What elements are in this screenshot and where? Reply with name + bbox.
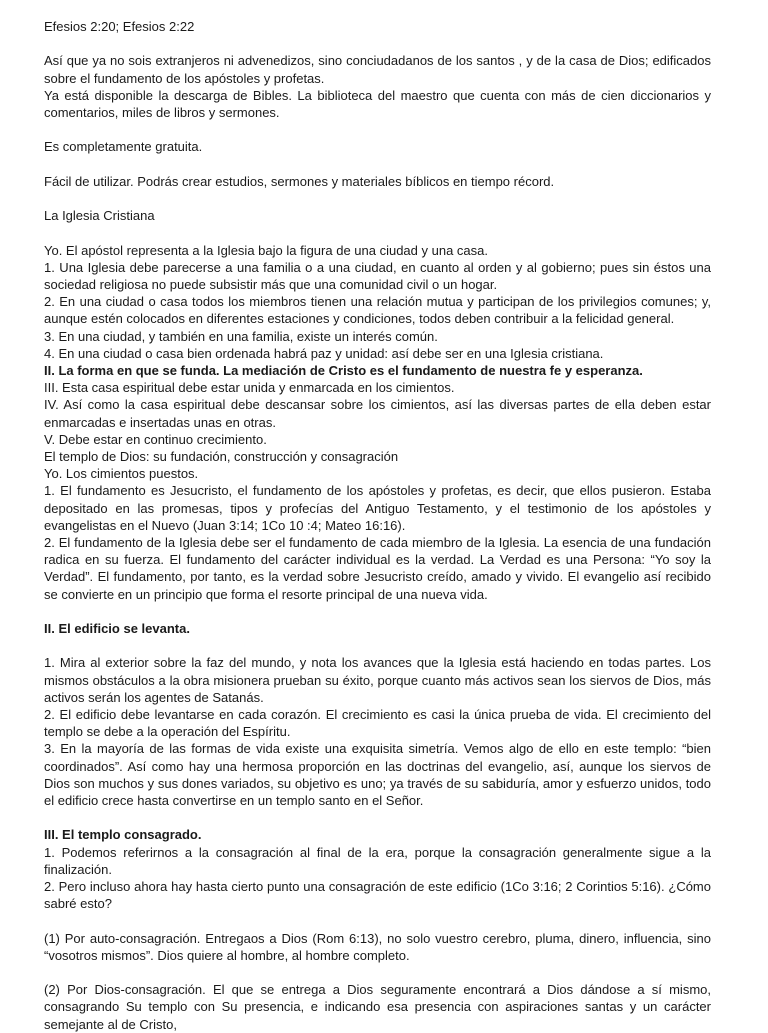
paragraph: Así que ya no sois extranjeros ni advenedizos, sino conciudadanos de los santos , y de la casa de Dios; edificados sobre el fundamento de los apóstoles y profetas. (44, 53, 711, 86)
paragraph: 3. En una ciudad, y también en una familia, existe un interés común. (44, 328, 438, 344)
paragraph: Ya está disponible la descarga de Bibles. La biblioteca del maestro que cuenta con más de cien diccionarios y comentarios, miles de libros y sermones. (44, 87, 711, 120)
blank-line (44, 637, 711, 654)
paragraph: V. Debe estar en continuo crecimiento. (44, 431, 267, 447)
paragraph: Efesios 2:20; Efesios 2:22 (44, 19, 195, 34)
paragraph: 2. El edificio debe levantarse en cada corazón. El crecimiento es casi la única prueba de vida. El crecimiento del templo se debe a la operación del Espíritu. (44, 707, 711, 740)
blank-line (44, 121, 711, 138)
paragraph: El templo de Dios: su fundación, construcción y consagración (44, 449, 399, 464)
paragraph: III. Esta casa espiritual debe estar unida y enmarcada en los cimientos. (44, 380, 455, 396)
section-heading: II. La forma en que se funda. La mediación de Cristo es el fundamento de nuestra fe y esperanza. (44, 362, 643, 378)
paragraph: 2. En una ciudad o casa todos los miembros tienen una relación mutua y participan de los privilegios comunes; y, aunque estén colocados en diferentes estaciones y condiciones, todos deben contribuir a la felicidad general. (44, 294, 711, 327)
blank-line (44, 156, 711, 173)
paragraph: 2. Pero incluso ahora hay hasta cierto punto una consagración de este edificio (1Co 3:16; 2 Corintios 5:16). ¿Cómo sabré esto? (44, 879, 711, 912)
blank-line (44, 809, 711, 826)
paragraph: Fácil de utilizar. Podrás crear estudios, sermones y materiales bíblicos en tiempo récord. (44, 173, 555, 189)
blank-line (44, 964, 711, 981)
paragraph: 1. Podemos referirnos a la consagración al final de la era, porque la consagración generalmente sigue a la finalización. (44, 844, 711, 877)
paragraph: Yo. El apóstol representa a la Iglesia bajo la figura de una ciudad y una casa. (44, 242, 488, 258)
blank-line (44, 190, 711, 207)
blank-line (44, 603, 711, 620)
paragraph: 1. Una Iglesia debe parecerse a una familia o a una ciudad, en cuanto al orden y al gobierno; pues sin éstos una sociedad religiosa no puede subsistir más que una comunidad civil o un hogar. (44, 259, 711, 292)
blank-line (44, 35, 711, 52)
paragraph: Es completamente gratuita. (44, 139, 203, 155)
paragraph: 1. El fundamento es Jesucristo, el fundamento de los apóstoles y profetas, es decir, que ellos pusieron. Estaba depositado en las promesas, tipos y profecías del Antiguo Testamento, y el testimonio de los apóstoles y evangelistas en el Nuevo (Juan 3:14; 1Co 10 :4; Mateo 16:16). (44, 483, 711, 533)
paragraph: 4. En una ciudad o casa bien ordenada habrá paz y unidad: así debe ser en una Iglesia cristiana. (44, 345, 604, 361)
paragraph: (1) Por auto-consagración. Entregaos a Dios (Rom 6:13), no solo vuestro cerebro, pluma, dinero, influencia, sino “vosotros mismos”. Dios quiere al hombre, al hombre completo. (44, 930, 711, 963)
paragraph: 1. Mira al exterior sobre la faz del mundo, y nota los avances que la Iglesia está haciendo en todas partes. Los mismos obstáculos a la obra misionera prueban su éxito, porque cuanto más activos sean los siervos de Dios, más activos serán los agentes de Satanás. (44, 655, 711, 705)
paragraph: IV. Así como la casa espiritual debe descansar sobre los cimientos, así las diversas partes de ella deben estar enmarcadas e insertadas unas en otras. (44, 397, 711, 430)
section-heading: III. El templo consagrado. (44, 827, 202, 843)
blank-line (44, 224, 711, 241)
blank-line (44, 912, 711, 929)
paragraph: La Iglesia Cristiana (44, 208, 155, 224)
paragraph: Yo. Los cimientos puestos. (44, 466, 199, 482)
paragraph: (2) Por Dios-consagración. El que se entrega a Dios seguramente encontrará a Dios dándose a sí mismo, consagrando Su templo con Su presencia, e indicando esa presencia con aspiraciones santas y un carácter semejante al de Cristo, (44, 982, 711, 1032)
paragraph: 2. El fundamento de la Iglesia debe ser el fundamento de cada miembro de la Iglesia. La esencia de una fundación radica en su fuerza. El fundamento del carácter individual es la verdad. La Verdad es una Persona: “Yo soy la Verdad”. El fundamento, por tanto, es la verdad sobre Jesucristo creído, amado y vivido. El evangelio así recibido se convierte en un principio que forma el resorte principal de una nueva vida. (44, 535, 711, 602)
section-heading: II. El edificio se levanta. (44, 621, 190, 637)
paragraph: 3. En la mayoría de las formas de vida existe una exquisita simetría. Vemos algo de ello en este templo: “bien coordinados”. Así como hay una hermosa proporción en las doctrinas del evangelio, así, aunque los siervos de Dios son muchos y sus dones variados, su objetivo es uno; ya través de su sabiduría, amor y esfuerzo unidos, todo el edificio crece hasta convertirse en un templo santo en el Señor. (44, 741, 711, 809)
